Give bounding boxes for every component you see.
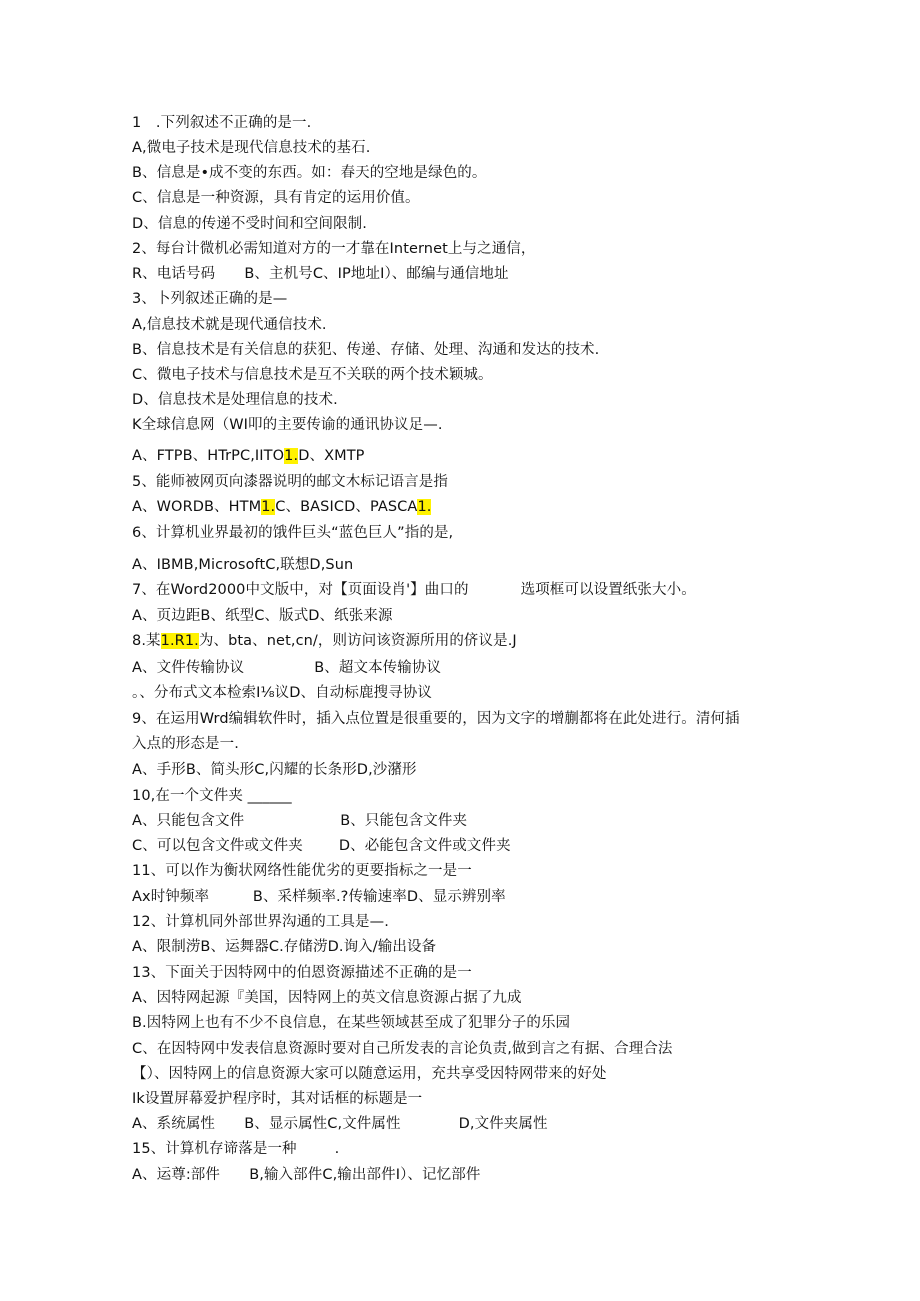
- q9-options: A、手形B、简头形C,闪耀的长条形D,沙潴形: [132, 762, 417, 778]
- q10-option-b: B、只能包含文件夹: [340, 813, 468, 829]
- q10-options-cd: [132, 836, 511, 856]
- q14-options: [132, 1114, 548, 1134]
- q8-stem-part2: 为、bta、net,cn/，则访问该资源所用的侪议是.J: [198, 633, 517, 649]
- q3-stem: 3、卜列叙述正确的是—: [132, 291, 288, 307]
- q5-stem: 5、能师被网页向漆器说明的邮文木标记语言是指: [132, 474, 448, 490]
- q15-options: A、运尊:部件 B,输入部件C,输出部件I）、记忆部件: [132, 1167, 481, 1183]
- q10-options-ab: [132, 811, 467, 831]
- q10-option-c: C、可以包含文件或文件夹: [132, 838, 303, 854]
- q7-stem: [132, 580, 696, 600]
- q12-stem: 12、计算机同外部世界沟通的工具是—.: [132, 914, 389, 930]
- q11-options: Ax时钟频率 B、采样频率.?传输速率D、显示辨别率: [132, 889, 506, 905]
- highlight-mark: 1.: [261, 499, 276, 515]
- q3-option-b: B、信息技术是有关信息的获犯、传递、存储、处理、沟通和发达的技术.: [132, 342, 600, 358]
- q14-option-d: D,文件夹属性: [458, 1116, 548, 1132]
- q5-options-part1: A、WORDB、HTM: [132, 499, 262, 515]
- q15-stem-period: .: [334, 1141, 340, 1157]
- q8-option-b: B、超文本传输协议: [314, 660, 442, 676]
- q12-options: A、限制涝B、运舞器C.存储涝D.询入/输出设备: [132, 939, 437, 955]
- q14-options-abc: A、系统属性 B、显示属性C,文件属性: [132, 1116, 401, 1132]
- q4-options-part1: A、FTPB、HTrPC,IITO: [132, 448, 285, 464]
- q1-option-a: A,微电子技术是现代信息技术的基石.: [132, 140, 371, 156]
- q10-stem: 10,在一个文件夹 ______: [132, 788, 292, 804]
- q10-option-a: A、只能包含文件: [132, 813, 245, 829]
- highlight-mark: 1.: [284, 448, 299, 464]
- q13-stem: 13、下面关于因特网中的伯恩资源描述不正确的是一: [132, 965, 472, 981]
- q4-options-part2: D、XMTP: [298, 448, 365, 464]
- q3-option-c: C、微电子技术与信息技术是互不关联的两个技术颖城。: [132, 367, 493, 383]
- q14-stem: Ik设置屏幕爱护程序时，其对话框的标题是一: [132, 1091, 423, 1107]
- q13-option-c: C、在因特网中发表信息资源时要对自己所发表的言论负责,做到言之有据、合理合法: [132, 1041, 673, 1057]
- q8-stem: [132, 631, 517, 651]
- q8-options-ab: [132, 658, 441, 678]
- q1-option-b: B、信息是•成不变的东西。如：春天的空地是绿色的。: [132, 165, 487, 181]
- q3-option-a: A,信息技术就是现代通信技术.: [132, 317, 327, 333]
- q13-option-d: 【）、因特网上的信息资源大家可以随意运用，充共享受因特网带来的好处: [132, 1066, 607, 1082]
- q7-stem-part1: 7、在Word2000中文版中，对【页面设肖'】曲口的: [132, 582, 469, 598]
- q1-option-c: C、信息是一种资源，具有肯定的运用价值。: [132, 190, 420, 206]
- q1-option-d: D、信息的传递不受时间和空间限制.: [132, 216, 367, 232]
- q13-option-b: B.因特网上也有不少不良信息，在某些领域甚至成了犯罪分子的乐园: [132, 1015, 571, 1031]
- q1-stem: 1 .下列叙述不正确的是一.: [132, 115, 312, 131]
- q2-stem: 2、每台计微机必需知道对方的一才靠在Internet上与之通信，: [132, 241, 536, 257]
- q9-stem: 9、在运用Wrd编辑软件时，插入点位置是很重要的，因为文字的增蒯都将在此处进行。清何插: [132, 711, 740, 727]
- q7-stem-part2: 选项框可以设置纸张大小。: [520, 582, 696, 598]
- q10-option-d: D、必能包含文件或文件夹: [338, 838, 511, 854]
- q8-option-a: A、文件传输协议: [132, 660, 245, 676]
- q13-option-a: A、因特网起源『美国，因特网上的英文信息资源占据了九成: [132, 990, 522, 1006]
- q4-stem: K全球信息网（WI叩的主要传谕的通讯协议足—.: [132, 417, 443, 433]
- q3-option-d: D、信息技术是处理信息的技术.: [132, 392, 338, 408]
- highlight-mark: 1.: [417, 499, 432, 515]
- q2-options: R、电话号码 B、主机号C、IP地址I）、邮编与通信地址: [132, 266, 509, 282]
- q11-stem: 11、可以作为衡状网络性能优劣的更要指标之一是一: [132, 863, 472, 879]
- q7-options: A、页边距B、纸型C、版式D、纸张来源: [132, 608, 393, 624]
- q6-stem: 6、计算机业界最初的饿件巨头“蓝色巨人”指的是,: [132, 525, 454, 541]
- q15-stem-text: 15、计算机存谛落是一种: [132, 1141, 297, 1157]
- q9-stem-cont: 入点的形态是一.: [132, 736, 239, 752]
- q5-options-part2: C、BASICD、PASCA: [275, 499, 418, 515]
- q8-stem-part1: 8.某: [132, 633, 161, 649]
- q5-options: [132, 497, 431, 517]
- highlight-mark: 1.R1.: [160, 633, 199, 649]
- q15-stem: [132, 1139, 339, 1159]
- q8-options-cd: 。、分布式文本检索I⅛议D、自动标鹿搜寻协议: [132, 685, 432, 701]
- q6-options: A、IBMB,MicrosoftC,联想D,Sun: [132, 557, 354, 573]
- q4-options: [132, 446, 365, 466]
